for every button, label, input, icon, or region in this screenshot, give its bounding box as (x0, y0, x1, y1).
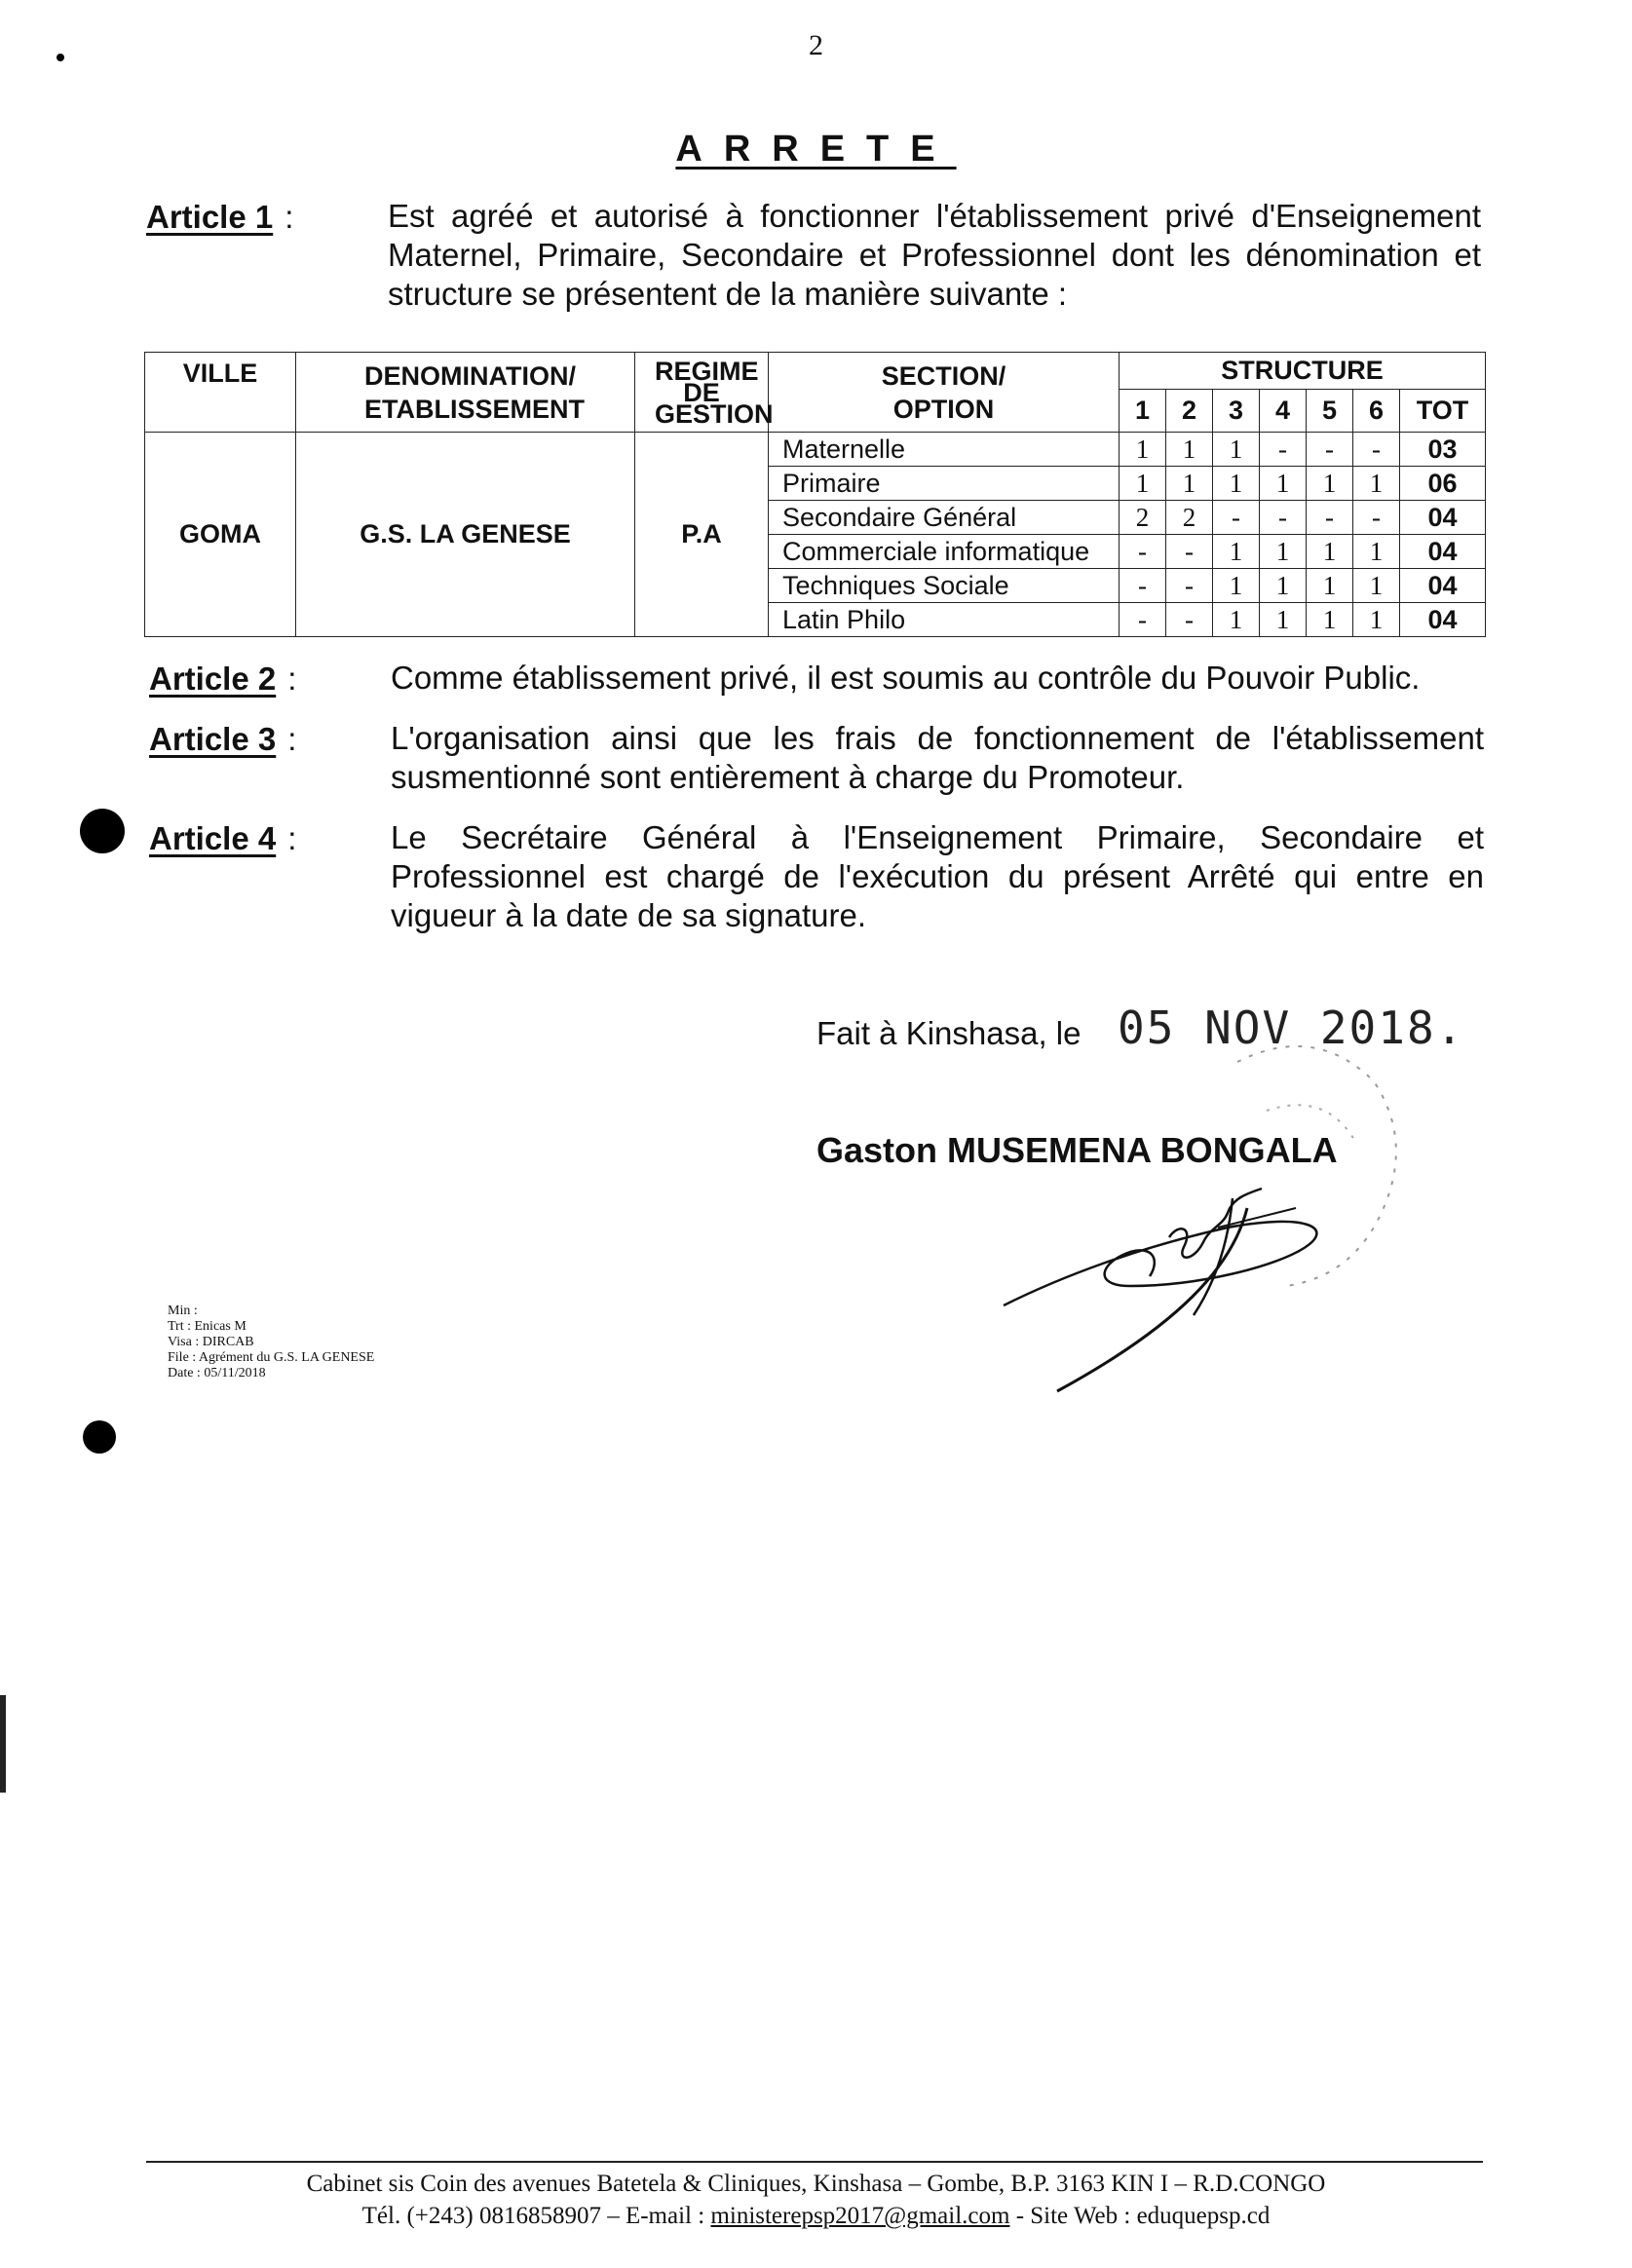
article-1-label: Article 1 : (146, 199, 294, 235)
date-stamp: 05 NOV 2018. (1118, 1002, 1465, 1054)
article-label-text: Article 3 (149, 721, 277, 757)
cell-value: 2 (1120, 501, 1166, 535)
reference-line: Date : 05/11/2018 (168, 1366, 266, 1380)
article-label-text: Article 4 (149, 820, 277, 856)
cell-value: 1 (1120, 467, 1166, 501)
cell-value: - (1120, 603, 1166, 637)
article-label-text: Article 1 (146, 199, 274, 235)
article-3-label: Article 3 : (149, 721, 297, 757)
cell-value: 1 (1260, 467, 1307, 501)
header-structure: STRUCTURE (1120, 353, 1486, 390)
footer-address: Cabinet sis Coin des avenues Batetela & Cliniques, Kinshasa – Gombe, B.P. 3163 KIN I – R.D.CONGO (306, 2171, 1326, 2197)
cell-denomination: G.S. LA GENESE (296, 433, 635, 637)
cell-value: 1 (1260, 569, 1307, 603)
footer-tel: Tél. (+243) 0816858907 – E-mail : (361, 2203, 705, 2229)
header-year-2: 2 (1166, 390, 1213, 433)
cell-value: - (1353, 501, 1400, 535)
structure-table (144, 352, 1486, 637)
cell-value: 1 (1260, 535, 1307, 569)
cell-value: 1 (1307, 569, 1353, 603)
cell-section: Maternelle (769, 433, 1120, 467)
cell-value: - (1166, 535, 1213, 569)
cell-value: 1 (1260, 603, 1307, 637)
cell-ville: GOMA (145, 433, 296, 637)
cell-value: - (1120, 569, 1166, 603)
cell-regime: P.A (635, 433, 769, 637)
reference-line: File : Agrément du G.S. LA GENESE (168, 1350, 375, 1365)
cell-value: - (1166, 603, 1213, 637)
reference-line: Min : (168, 1304, 198, 1318)
cell-value: 2 (1166, 501, 1213, 535)
cell-value: - (1353, 433, 1400, 467)
article-4-label: Article 4 : (149, 820, 297, 856)
header-year-3: 3 (1213, 390, 1260, 433)
header-ville: VILLE (145, 353, 296, 433)
footer-contact (0, 2203, 1632, 2230)
header-regime: REGIME DE GESTION (635, 353, 769, 433)
scan-edge-mark (0, 1695, 6, 1793)
article-4-text: Le Secrétaire Général à l'Enseignement Primaire, Secondaire et Professionnel est chargé de l'exécution du présent Arrêté qui entre en vigueur à la date de sa signature. (391, 819, 1484, 933)
cell-total: 04 (1400, 603, 1486, 637)
cell-value: 1 (1353, 467, 1400, 501)
signer-name: Gaston MUSEMENA BONGALA (816, 1130, 1338, 1170)
cell-value: 1 (1166, 467, 1213, 501)
page-number: 2 (809, 29, 823, 61)
cell-value: 1 (1307, 535, 1353, 569)
handwritten-signature (984, 1169, 1354, 1403)
article-label-text: Article 2 (149, 661, 277, 697)
punch-hole-mark (57, 54, 64, 61)
cell-value: - (1260, 433, 1307, 467)
header-year-1: 1 (1120, 390, 1166, 433)
article-1-text: Est agréé et autorisé à fonctionner l'établissement privé d'Enseignement Maternel, Primaire, Secondaire et Professionnel dont les dénomination et structure se présentent de la manière suivante : (388, 198, 1481, 312)
cell-value: 1 (1213, 467, 1260, 501)
cell-value: 1 (1213, 569, 1260, 603)
cell-section: Secondaire Général (769, 501, 1120, 535)
cell-section: Commerciale informatique (769, 535, 1120, 569)
cell-total: 04 (1400, 535, 1486, 569)
footer-site: - Site Web : eduquepsp.cd (1015, 2203, 1271, 2229)
cell-total: 04 (1400, 569, 1486, 603)
cell-value: - (1213, 501, 1260, 535)
cell-value: 1 (1353, 603, 1400, 637)
header-year-5: 5 (1307, 390, 1353, 433)
table-row (145, 433, 1486, 467)
header-year-4: 4 (1260, 390, 1307, 433)
document-title: ARRETE (675, 129, 957, 170)
cell-value: 1 (1213, 535, 1260, 569)
article-2-label: Article 2 : (149, 661, 297, 697)
punch-hole-mark (80, 809, 125, 853)
header-denomination: DENOMINATION/ ETABLISSEMENT (296, 353, 635, 433)
cell-value: - (1166, 569, 1213, 603)
article-3-text: L'organisation ainsi que les frais de fonctionnement de l'établissement susmentionné sont entièrement à charge du Promoteur. (391, 720, 1484, 795)
cell-value: 1 (1307, 603, 1353, 637)
header-tot: TOT (1400, 390, 1486, 433)
header-year-6: 6 (1353, 390, 1400, 433)
reference-line: Trt : Enicas M (168, 1319, 247, 1334)
cell-value: 1 (1353, 569, 1400, 603)
cell-value: 1 (1213, 603, 1260, 637)
cell-value: 1 (1353, 535, 1400, 569)
place-date-label: Fait à Kinshasa, le (816, 1015, 1082, 1051)
cell-value: - (1260, 501, 1307, 535)
footer-email-link[interactable]: ministerepsp2017@gmail.com (710, 2203, 1010, 2229)
cell-section: Techniques Sociale (769, 569, 1120, 603)
footer-divider (146, 2161, 1483, 2163)
punch-hole-mark (83, 1420, 116, 1454)
cell-value: - (1120, 535, 1166, 569)
cell-section: Latin Philo (769, 603, 1120, 637)
cell-value: 1 (1213, 433, 1260, 467)
cell-value: 1 (1166, 433, 1213, 467)
document-references (168, 1304, 374, 1381)
cell-section: Primaire (769, 467, 1120, 501)
cell-total: 03 (1400, 433, 1486, 467)
article-2-text: Comme établissement privé, il est soumis au contrôle du Pouvoir Public. (391, 660, 1421, 696)
cell-value: - (1307, 501, 1353, 535)
cell-value: - (1307, 433, 1353, 467)
cell-total: 06 (1400, 467, 1486, 501)
header-section: SECTION/ OPTION (769, 353, 1120, 433)
cell-total: 04 (1400, 501, 1486, 535)
cell-value: 1 (1120, 433, 1166, 467)
reference-line: Visa : DIRCAB (168, 1335, 254, 1349)
cell-value: 1 (1307, 467, 1353, 501)
